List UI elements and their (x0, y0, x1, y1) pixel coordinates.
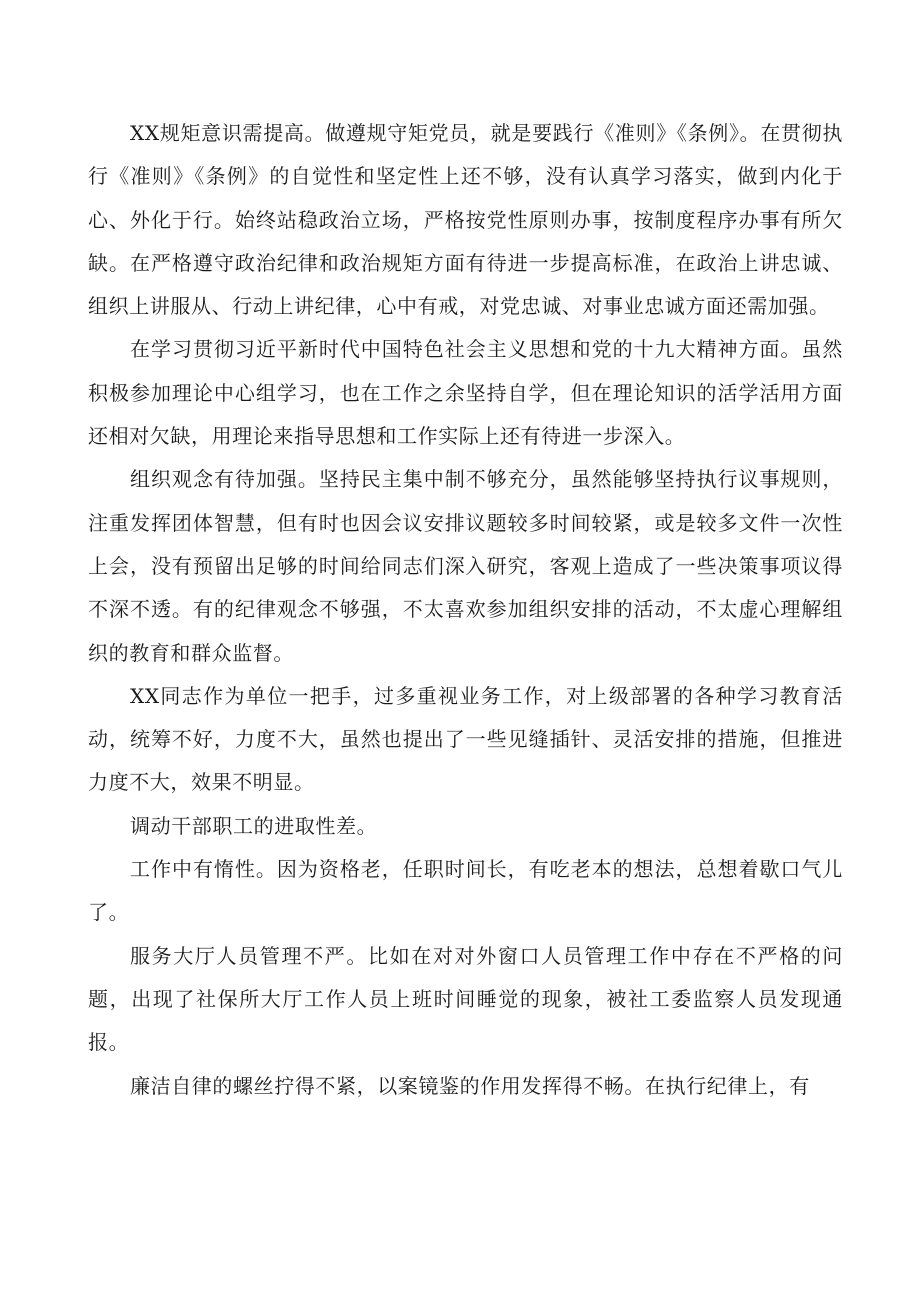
paragraph-organization-concept: 组织观念有待加强。坚持民主集中制不够充分，虽然能够坚持执行议事规则，注重发挥团体智慧，但有时也因会议安排议题较多时间较紧，或是较多文件一次性上会，没有预留出足够的时间给同志们深入研究，客观上造成了一些决策事项议得不深不透。有的纪律观念不够强，不太喜欢参加组织安排的活动，不太虚心理解组织的教育和群众监督。 (88, 467, 843, 665)
paragraph-service-hall: 服务大厅人员管理不严。比如在对对外窗口人员管理工作中存在不严格的问题，出现了社保所大厅工作人员上班时间睡觉的现象，被社工委监察人员发现通报。 (88, 943, 843, 1055)
paragraph-leader-focus: XX同志作为单位一把手，过多重视业务工作，对上级部署的各种学习教育活动，统筹不好，力度不大，虽然也提出了一些见缝插针、灵活安排的措施，但推进力度不大，效果不明显。 (88, 683, 843, 795)
paragraph-integrity: 廉洁自律的螺丝拧得不紧，以案镜鉴的作用发挥得不畅。在执行纪律上，有 (130, 1073, 810, 1098)
paragraph-theory-study: 在学习贯彻习近平新时代中国特色社会主义思想和党的十九大精神方面。虽然积极参加理论中心组学习，也在工作之余坚持自学，但在理论知识的活学活用方面还相对欠缺，用理论来指导思想和工作实际上还有待进一步深入。 (88, 337, 843, 449)
paragraph-inertia: 工作中有惰性。因为资格老，任职时间长，有吃老本的想法，总想着歇口气儿了。 (88, 857, 843, 925)
paragraph-motivation: 调动干部职工的进取性差。 (130, 813, 378, 838)
document-body (88, 112, 843, 1108)
paragraph-rules-awareness: XX规矩意识需提高。做遵规守矩党员，就是要践行《准则》《条例》。在贯彻执行《准则》《条例》的自觉性和坚定性上还不够，没有认真学习落实，做到内化于心、外化于行。始终站稳政治立场，严格按党性原则办事，按制度程序办事有所欠缺。在严格遵守政治纪律和政治规矩方面有待进一步提高标准，在政治上讲忠诚、组织上讲服从、行动上讲纪律，心中有戒，对党忠诚、对事业忠诚方面还需加强。 (88, 121, 843, 319)
